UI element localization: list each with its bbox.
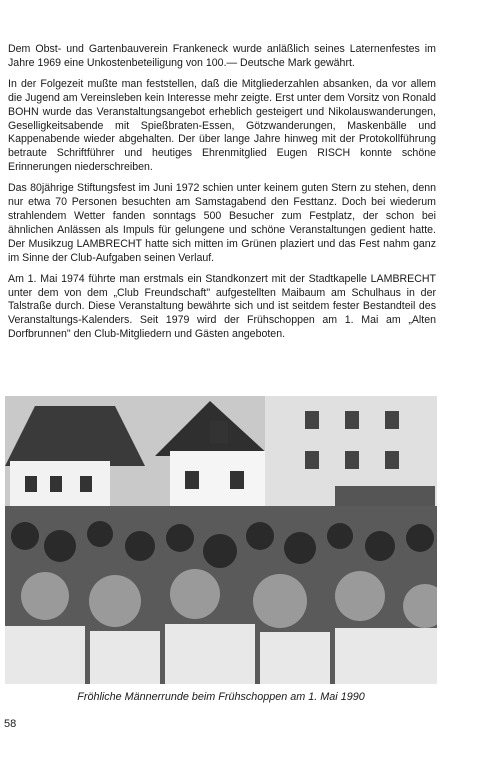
photo-caption: Fröhliche Männerrunde beim Frühschoppen am 1. Mai 1990 [77,691,365,703]
body-text [8,43,436,349]
crowd-photo [5,396,437,684]
paragraph-2: In der Folgezeit mußte man feststellen, daß die Mitgliederzahlen absanken, da vor allem die Jugend am Vereinsleben kein Interesse mehr zeigte. Erst unter dem Vorsitz von Ronald BOHN wurde das Veranstaltungsangebot erheblich gesteigert und Nikolauswanderungen, Geselligkeitsabende mit Spießbraten-Essen, Götzwanderungen, Maskenbälle und Kappenabende wieder abgehalten. Der über lange Jahre hinweg mit der Protokollführung betraute Schriftführer und heutiges Ehrenmitglied Eugen RISCH konnte schöne Erinnerungen niederschreiben. [8,77,436,174]
page-number: 58 [4,718,17,730]
paragraph-3: Das 80jährige Stiftungsfest im Juni 1972 schien unter keinem guten Stern zu stehen, denn nur etwa 70 Personen besuchten am Samstagabend den Festtanz. Doch bei wiederum strahlendem Wetter fanden sonntags 500 Besucher zum Festplatz, der schon bei ähnlichen Anlässen als Impuls für gelungene und schöne Veranstaltungen gedient hatte. Der Musikzug LAMBRECHT hatte sich mitten im Grünen plaziert und das Fest nahm ganz im Sinne der Club-Aufgaben seinen Verlauf. [8,182,436,264]
photo-illustration [5,396,437,684]
paragraph-4: Am 1. Mai 1974 führte man erstmals ein Standkonzert mit der Stadtkapelle LAMBRECHT unter dem von dem „Club Freundschaft" aufgestellten Maibaum am Schulhaus in der Talstraße durch. Diese Veranstaltung bewährte sich und ist seitdem fester Bestandteil des Veranstaltungs-Kalenders. Seit 1979 wird der Frühschoppen am 1. Mai am „Alten Dorfbrunnen" den Club-Mitgliedern und Gästen angeboten. [8,272,436,341]
paragraph-1: Dem Obst- und Gartenbauverein Frankeneck wurde anläßlich seines Laternenfestes im Jahre 1969 eine Unkostenbeteiligung von 100.— Deutsche Mark gewährt. [8,43,436,69]
